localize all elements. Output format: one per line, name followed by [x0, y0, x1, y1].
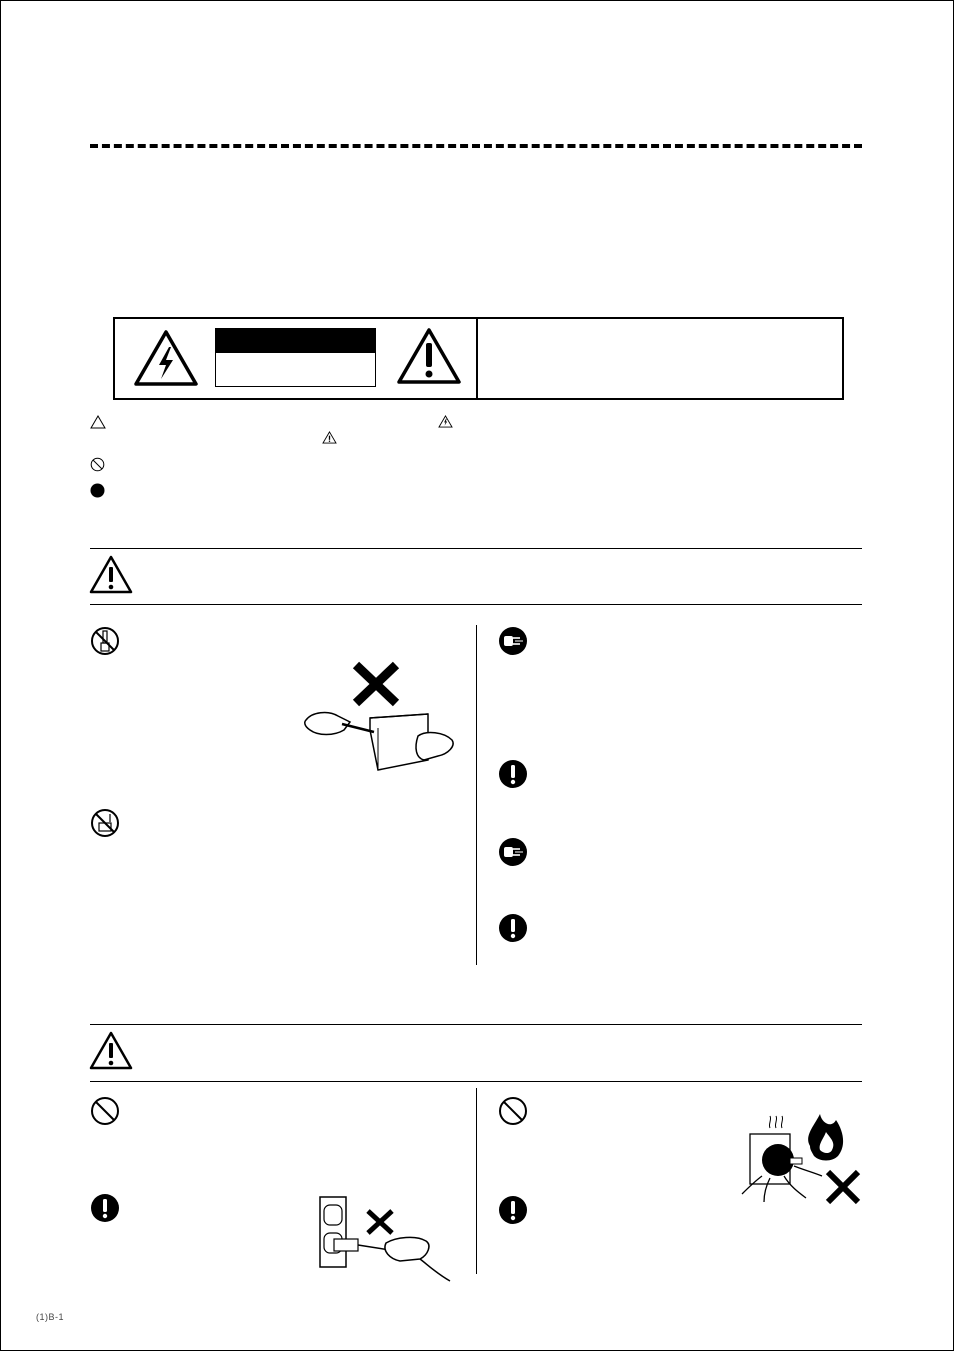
exclamation-triangle-icon — [396, 327, 462, 385]
triangle-outline-icon — [90, 415, 106, 429]
mandatory-exclamation-icon — [498, 759, 528, 789]
exclamation-triangle-icon — [89, 555, 133, 595]
section-rule — [90, 548, 862, 549]
section-rule — [90, 604, 862, 605]
prohibition-circle-icon — [90, 457, 105, 472]
dashed-divider — [90, 144, 862, 148]
page-code: (1)B-1 — [36, 1312, 65, 1322]
overloaded-outlet-illustration — [740, 1106, 864, 1206]
lightning-triangle-icon — [438, 415, 453, 428]
mandatory-exclamation-icon — [90, 1193, 120, 1223]
exclamation-triangle-icon — [322, 431, 337, 444]
caution-box-divider — [476, 317, 478, 398]
caution-label — [215, 328, 376, 387]
no-wet-icon — [90, 808, 120, 838]
disassembly-illustration — [298, 660, 458, 778]
prohibition-circle-icon — [498, 1096, 528, 1126]
filled-circle-icon — [90, 483, 105, 498]
exclamation-triangle-icon — [89, 1031, 133, 1071]
caution-label-bar — [216, 329, 375, 353]
section-rule — [90, 1081, 862, 1082]
column-divider — [476, 625, 477, 965]
lightning-triangle-icon — [133, 329, 199, 387]
unplug-icon — [498, 626, 528, 656]
pull-plug-illustration — [316, 1193, 456, 1285]
section-rule — [90, 1024, 862, 1025]
no-disassemble-icon — [90, 626, 120, 656]
mandatory-exclamation-icon — [498, 913, 528, 943]
column-divider — [476, 1088, 477, 1274]
mandatory-exclamation-icon — [498, 1195, 528, 1225]
prohibition-circle-icon — [90, 1096, 120, 1126]
unplug-icon — [498, 837, 528, 867]
